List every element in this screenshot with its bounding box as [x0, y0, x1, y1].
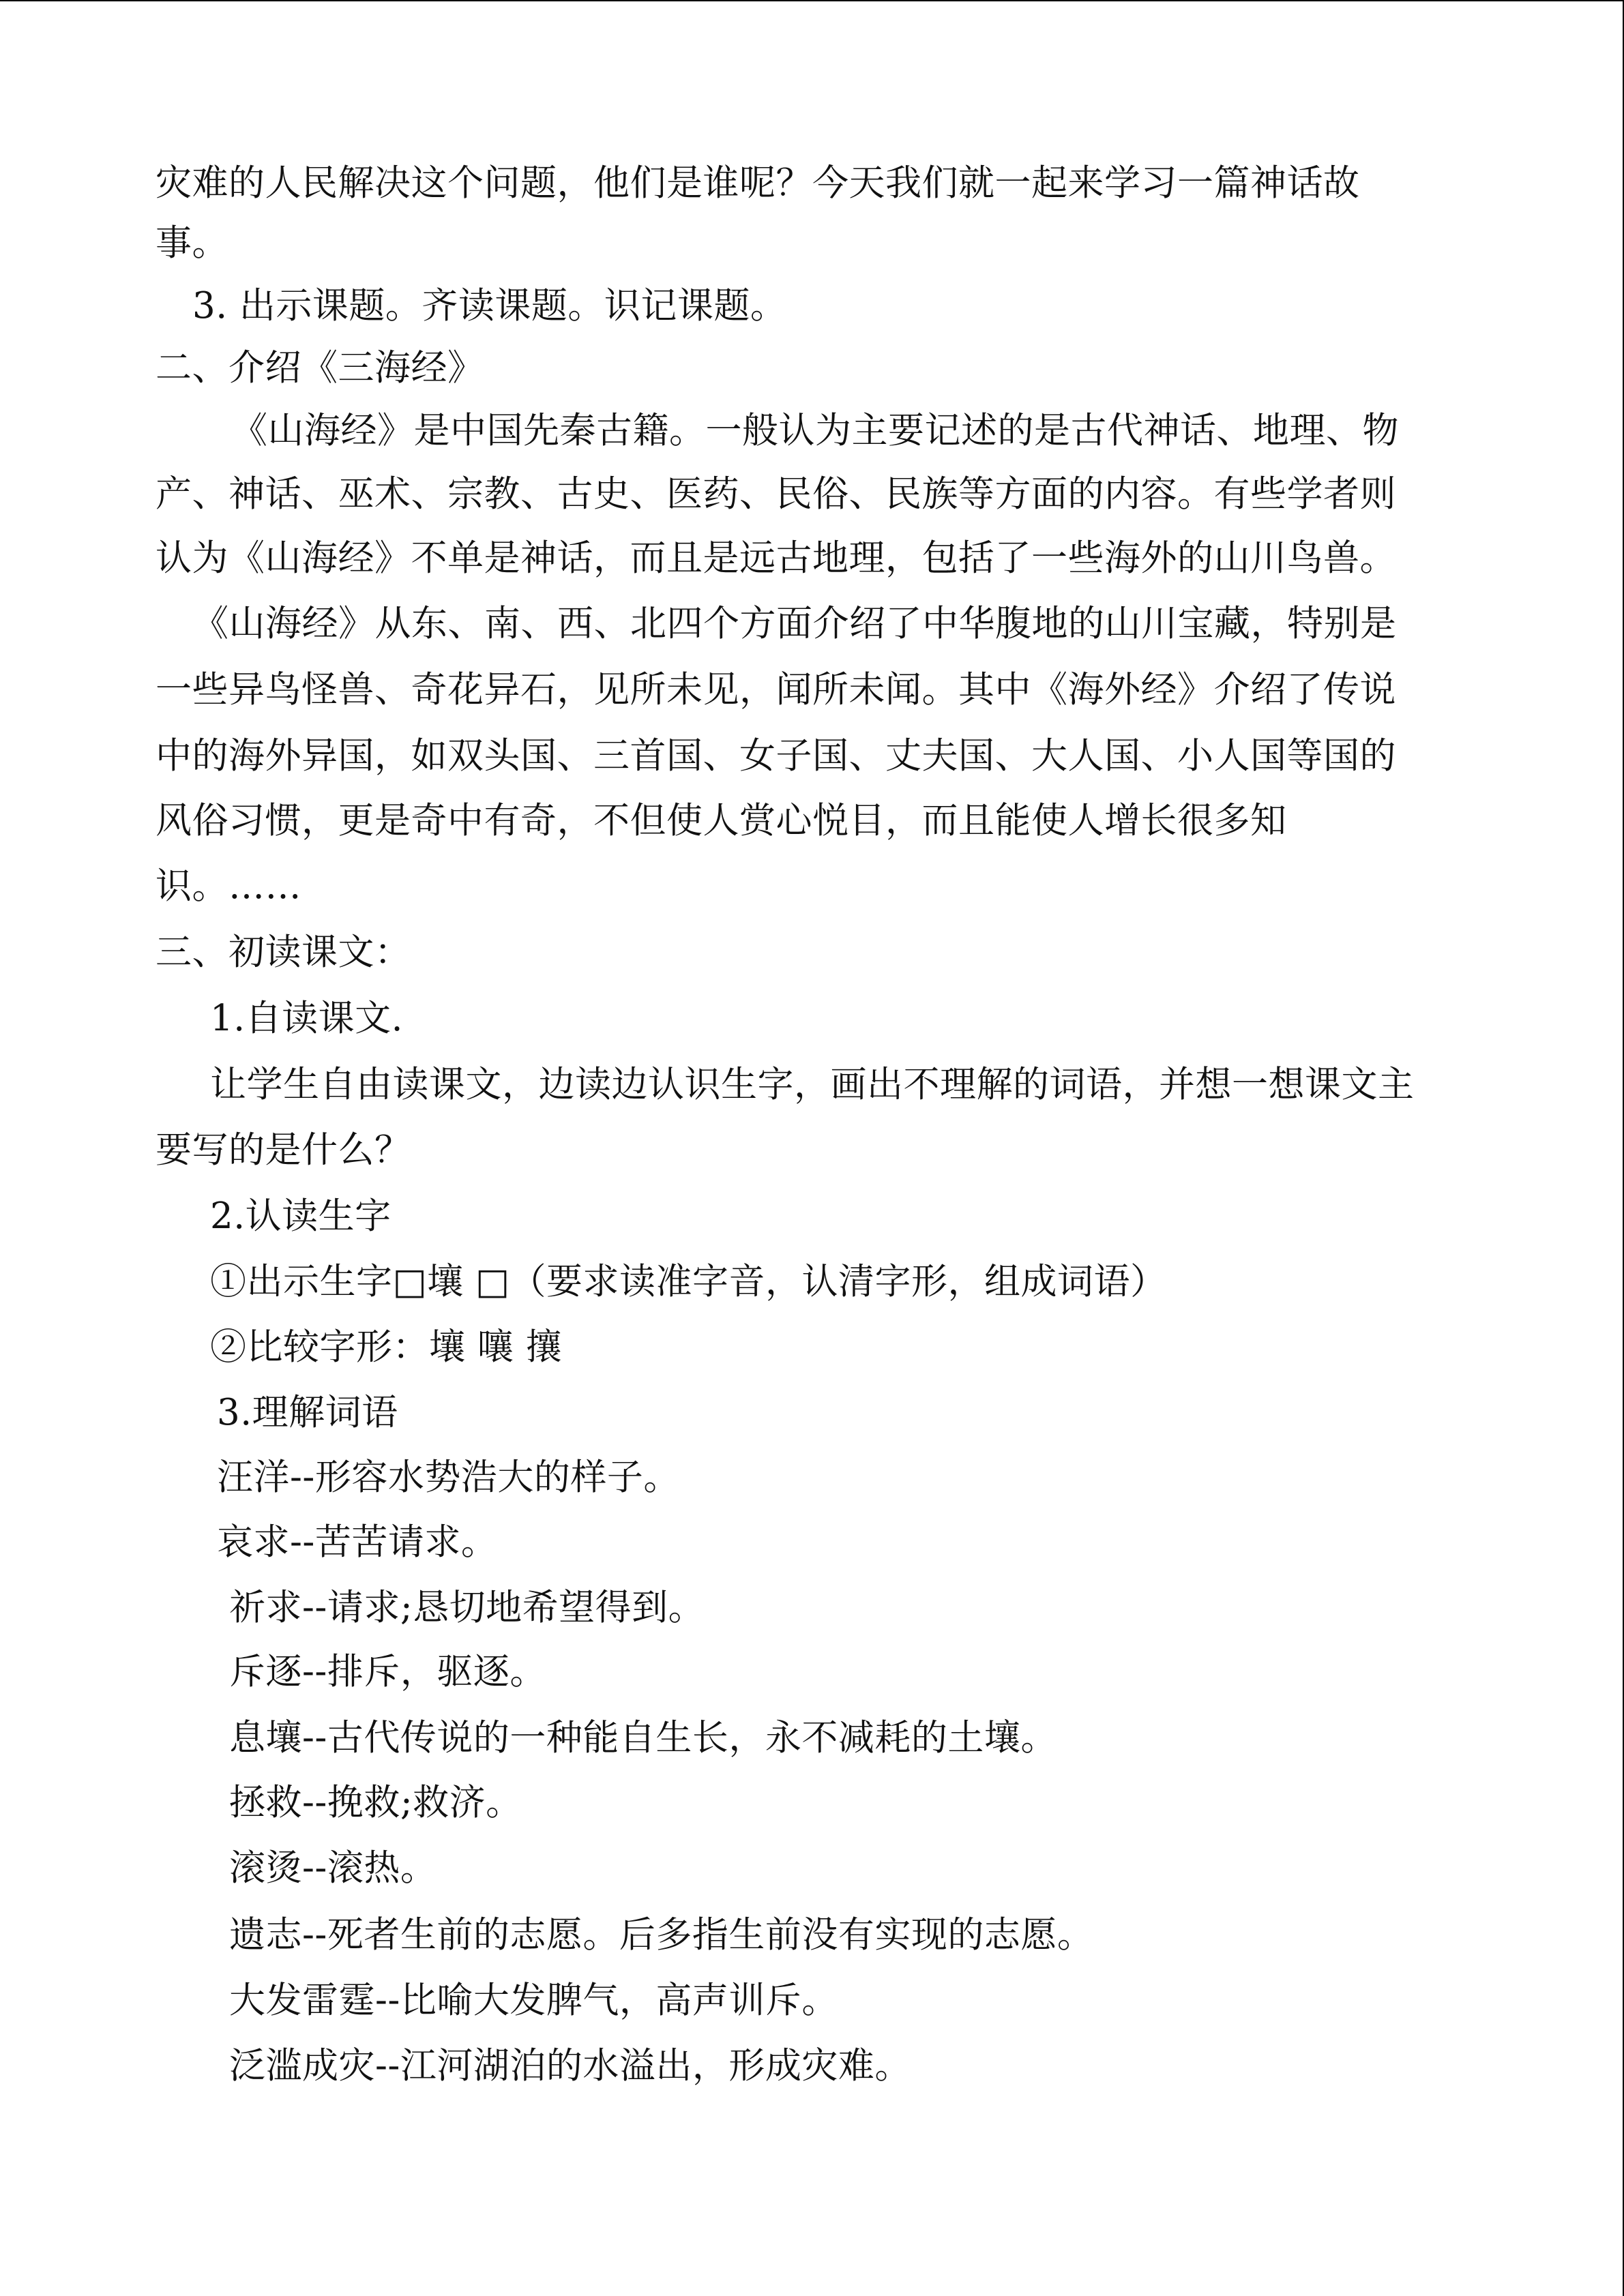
section-heading: 二、介绍《三海经》: [156, 347, 484, 389]
paragraph-line: 识。……: [156, 865, 301, 907]
vocabulary-item: 息壤--古代传说的一种能自生长，永不减耗的土壤。: [229, 1717, 1057, 1759]
vocabulary-item: 拯救--挽救;救济。: [229, 1782, 522, 1823]
paragraph-line: 灾难的人民解决这个问题，他们是谁呢？今天我们就一起来学习一篇神话故: [156, 162, 1360, 204]
vocabulary-item: 遗志--死者生前的志愿。后多指生前没有实现的志愿。: [229, 1914, 1094, 1956]
vocabulary-item: 祈求--请求;恳切地希望得到。: [229, 1587, 705, 1628]
step-heading: 1.自读课文.: [210, 998, 403, 1039]
paragraph-line: 《山海经》从东、南、西、北四个方面介绍了中华腹地的山川宝藏，特别是: [192, 603, 1397, 644]
paragraph-line: 一些异鸟怪兽、奇花异石，见所未见，闻所未闻。其中《海外经》介绍了传说: [156, 669, 1396, 711]
paragraph-line: 产、神话、巫术、宗教、古史、医药、民俗、民族等方面的内容。有些学者则: [156, 473, 1396, 515]
paragraph-line: ②比较字形：壤 嚷 攘: [210, 1326, 563, 1368]
vocabulary-item: 哀求--苦苦请求。: [217, 1521, 498, 1563]
vocabulary-item: 汪洋--形容水势浩大的样子。: [217, 1457, 680, 1498]
paragraph-line: 风俗习惯，更是奇中有奇，不但使人赏心悦目，而且能使人增长很多知: [156, 800, 1287, 841]
paragraph-line: 认为《山海经》不单是神话，而且是远古地理，包括了一些海外的山川鸟兽。: [156, 537, 1396, 579]
step-heading: 3.理解词语: [217, 1392, 398, 1433]
paragraph-line: ①出示生字□壤 □（要求读准字音，认清字形，组成词语）: [210, 1261, 1167, 1302]
section-heading: 三、初读课文：: [156, 931, 411, 973]
paragraph-line: 《山海经》是中国先秦古籍。一般认为主要记述的是古代神话、地理、物: [231, 410, 1399, 451]
vocabulary-item: 滚烫--滚热。: [229, 1847, 437, 1889]
step-heading: 2.认读生字: [210, 1195, 392, 1237]
paragraph-line: 让学生自由读课文，边读边认识生字，画出不理解的词语，并想一想课文主: [210, 1064, 1415, 1105]
paragraph-line: 事。: [156, 222, 228, 264]
vocabulary-item: 大发雷霆--比喻大发脾气，高声训斥。: [229, 1980, 838, 2021]
paragraph-line: 要写的是什么？: [156, 1129, 411, 1171]
paragraph-line: 中的海外异国，如双头国、三首国、女子国、丈夫国、大人国、小人国等国的: [156, 735, 1396, 777]
vocabulary-item: 斥逐--排斥，驱逐。: [229, 1651, 546, 1693]
step-heading: 3. 出示课题。齐读课题。识记课题。: [192, 285, 787, 327]
vocabulary-item: 泛滥成灾--江河湖泊的水溢出，形成灾难。: [229, 2045, 911, 2087]
